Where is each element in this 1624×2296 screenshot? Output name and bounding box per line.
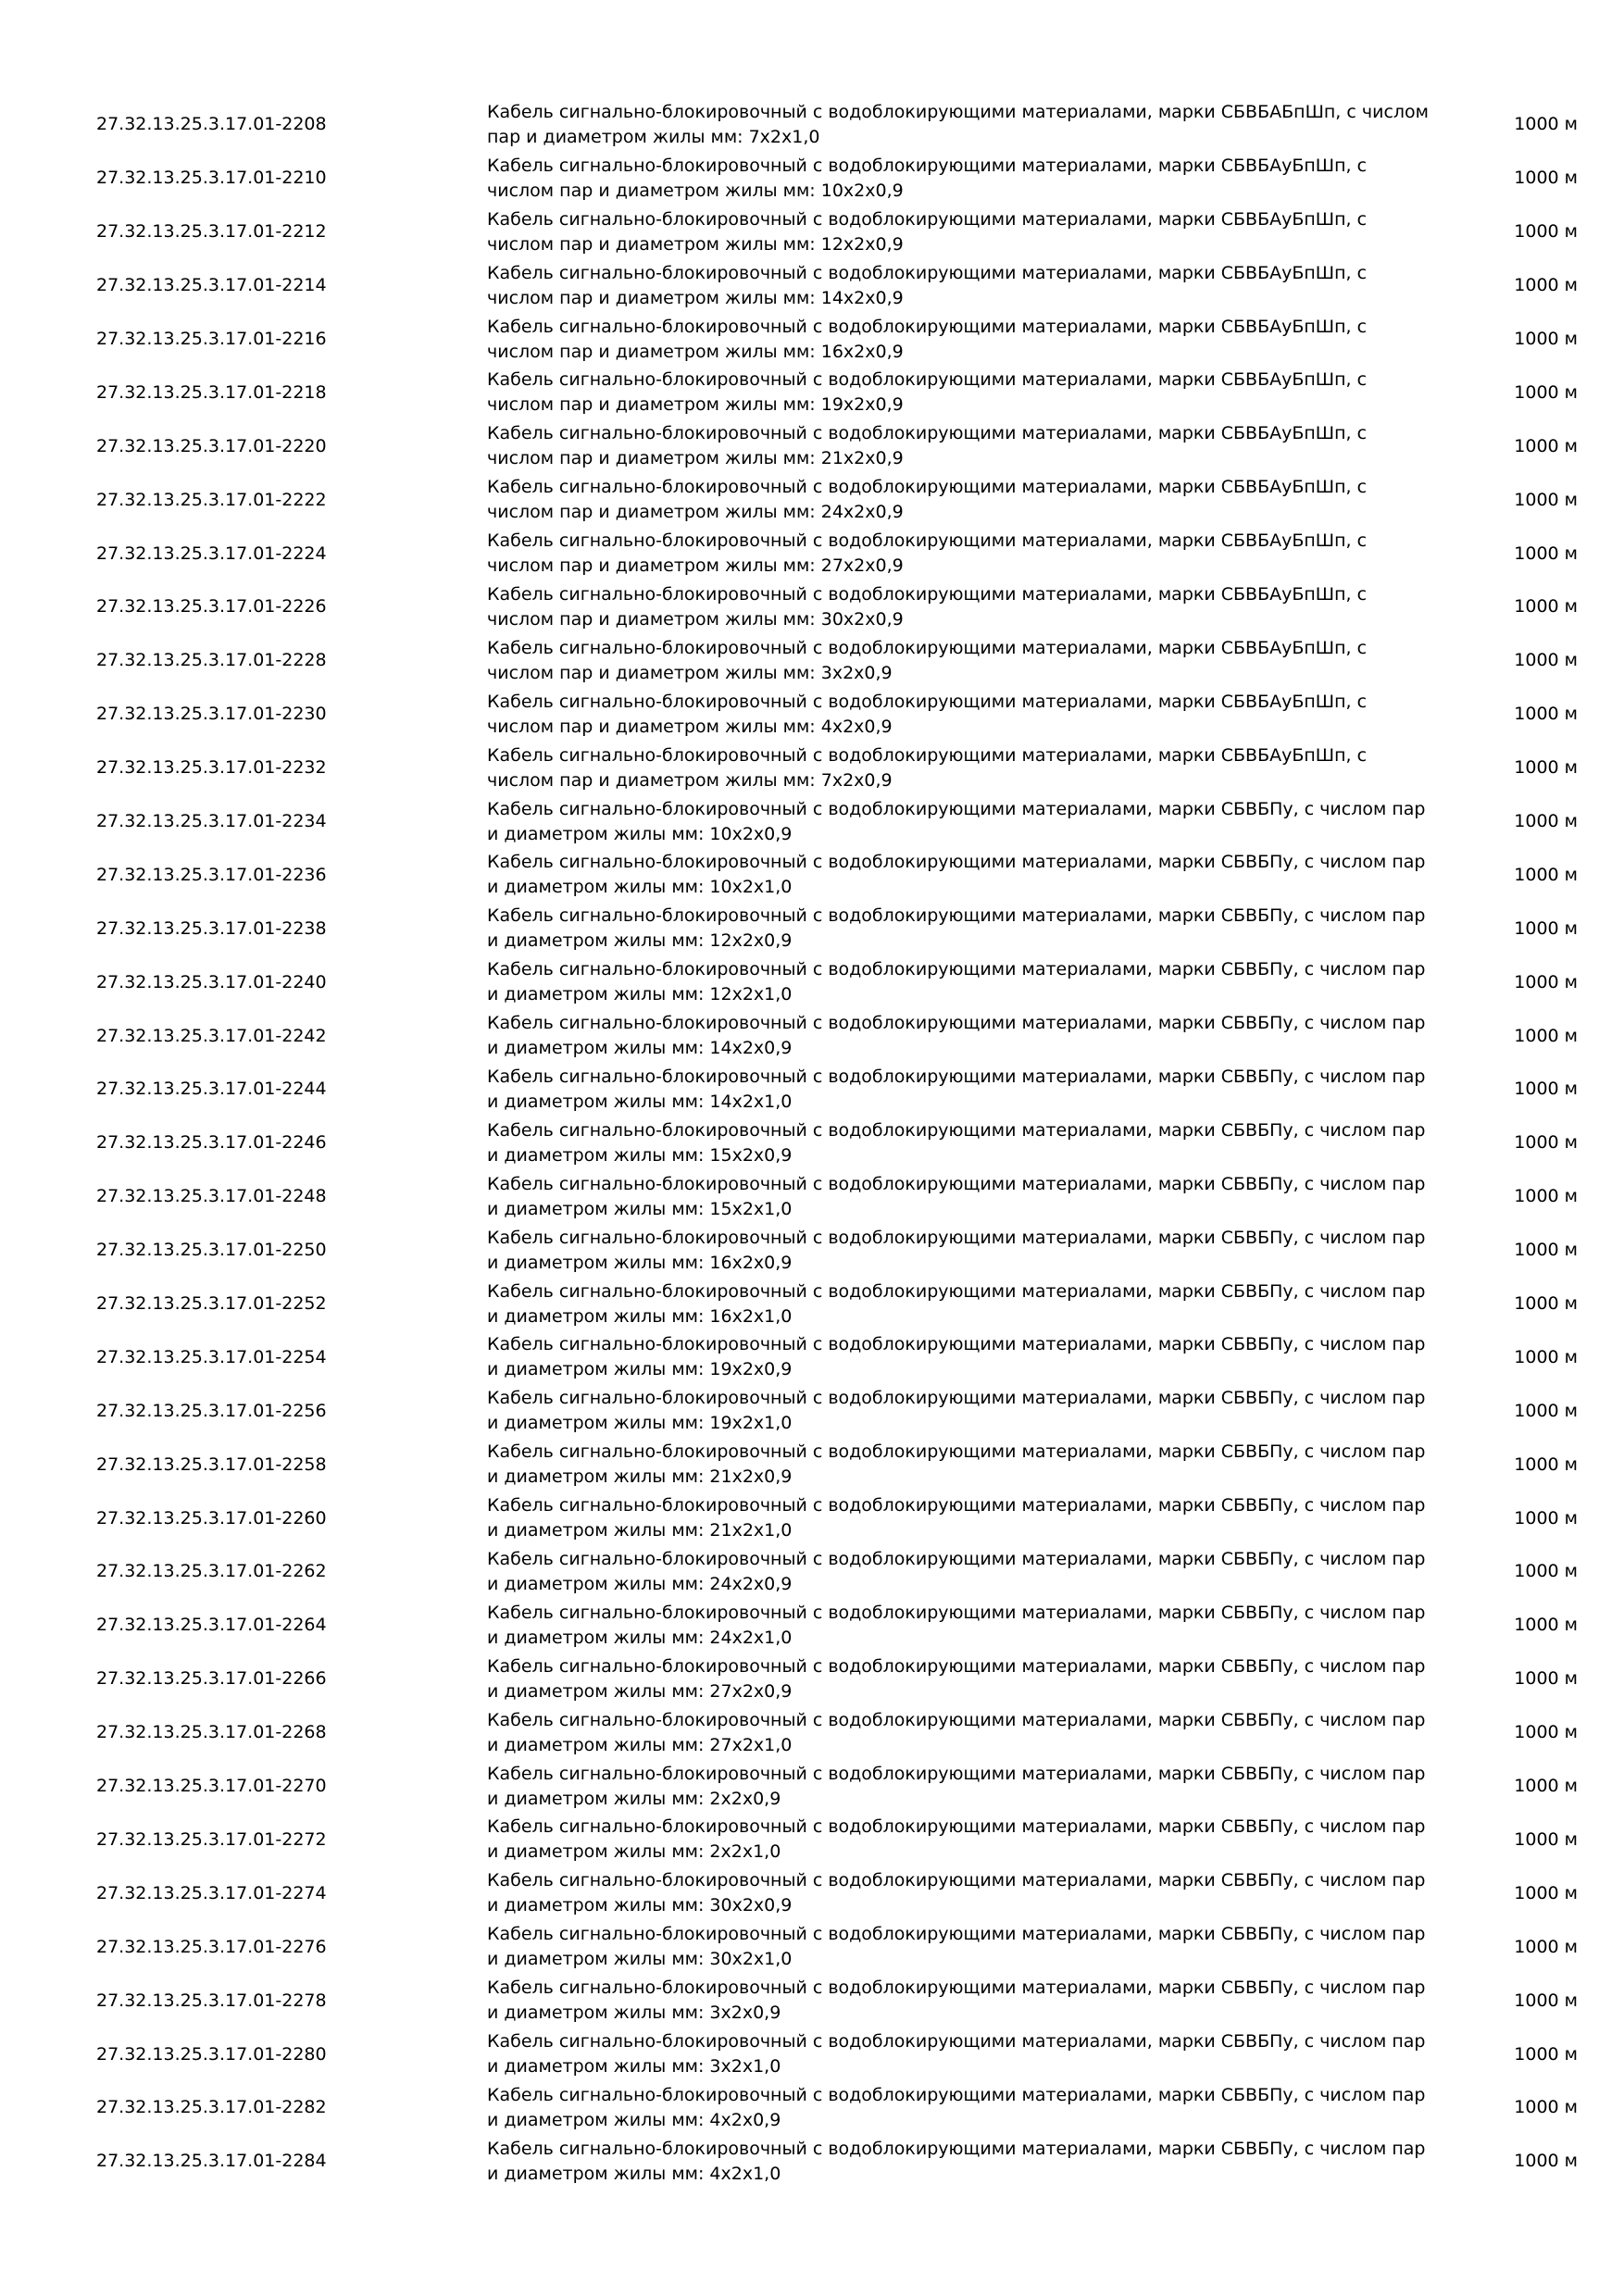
resource-code: 27.32.13.25.3.17.01-2228 [96, 650, 327, 671]
table-row [96, 473, 1578, 527]
description-line-2: и диаметром жилы мм: 21х2х1,0 [487, 1520, 793, 1541]
unit-of-measure: 1000 м [1514, 864, 1578, 885]
resource-code: 27.32.13.25.3.17.01-2212 [96, 221, 327, 243]
resource-description [487, 527, 1457, 580]
resource-description [487, 366, 1457, 419]
unit-of-measure: 1000 м [1514, 811, 1578, 832]
resource-code: 27.32.13.25.3.17.01-2218 [96, 381, 327, 403]
table-row [96, 2028, 1578, 2081]
unit-of-measure: 1000 м [1514, 1990, 1578, 2011]
unit-of-measure: 1000 м [1514, 1507, 1578, 1529]
table-row [96, 1653, 1578, 1706]
description-line-2: числом пар и диаметром жилы мм: 30х2х0,9 [487, 608, 904, 630]
table-row [96, 2135, 1578, 2189]
resource-code: 27.32.13.25.3.17.01-2278 [96, 1990, 327, 2011]
unit-of-measure: 1000 м [1514, 1025, 1578, 1046]
table-row [96, 259, 1578, 313]
resource-code: 27.32.13.25.3.17.01-2240 [96, 971, 327, 992]
description-line-2: числом пар и диаметром жилы мм: 7х2х0,9 [487, 769, 893, 791]
description-line-2: и диаметром жилы мм: 19х2х1,0 [487, 1413, 793, 1434]
resource-code: 27.32.13.25.3.17.01-2268 [96, 1722, 327, 1743]
description-line-2: и диаметром жилы мм: 24х2х1,0 [487, 1627, 793, 1648]
description-line-1: Кабель сигнально-блокировочный с водоблокирующими материалами, марки СБВБПу, с числом пар [487, 1602, 1426, 1623]
unit-of-measure: 1000 м [1514, 1400, 1578, 1421]
resource-description [487, 1330, 1457, 1384]
description-line-1: Кабель сигнально-блокировочный с водоблокирующими материалами, марки СБВБПу, с числом пар [487, 905, 1426, 927]
description-line-2: и диаметром жилы мм: 3х2х1,0 [487, 2056, 781, 2077]
description-line-1: Кабель сигнально-блокировочный с водоблокирующими материалами, марки СБВБПу, с числом пар [487, 1119, 1426, 1141]
resource-description [487, 1545, 1457, 1599]
description-line-1: Кабель сигнально-блокировочный с водоблокирующими материалами, марки СБВБПу, с числом пар [487, 959, 1426, 980]
resource-description [487, 259, 1457, 313]
resource-description [487, 1760, 1457, 1814]
description-line-2: числом пар и диаметром жилы мм: 4х2х0,9 [487, 716, 893, 737]
unit-of-measure: 1000 м [1514, 2097, 1578, 2118]
table-row [96, 848, 1578, 902]
resource-code: 27.32.13.25.3.17.01-2210 [96, 168, 327, 189]
description-line-2: числом пар и диаметром жилы мм: 21х2х0,9 [487, 448, 904, 469]
resource-description [487, 1974, 1457, 2028]
table-row [96, 2081, 1578, 2135]
resource-description [487, 1814, 1457, 1867]
table-row [96, 1974, 1578, 2028]
resource-code: 27.32.13.25.3.17.01-2248 [96, 1186, 327, 1207]
resource-description [487, 1438, 1457, 1491]
description-line-1: Кабель сигнально-блокировочный с водоблокирующими материалами, марки СБВБПу, с числом пар [487, 1655, 1426, 1677]
description-line-2: и диаметром жилы мм: 12х2х1,0 [487, 984, 793, 1005]
unit-of-measure: 1000 м [1514, 917, 1578, 939]
resource-description [487, 98, 1457, 152]
description-line-2: и диаметром жилы мм: 27х2х1,0 [487, 1734, 793, 1755]
unit-of-measure: 1000 м [1514, 1561, 1578, 1582]
description-line-1: Кабель сигнально-блокировочный с водоблокирующими материалами, марки СБВБАуБпШп, с [487, 423, 1368, 444]
resource-description [487, 1170, 1457, 1224]
description-line-2: числом пар и диаметром жилы мм: 3х2х0,9 [487, 662, 893, 683]
description-line-1: Кабель сигнально-блокировочный с водоблокирующими материалами, марки СБВБПу, с числом пар [487, 2031, 1426, 2052]
resource-code: 27.32.13.25.3.17.01-2230 [96, 704, 327, 725]
description-line-1: Кабель сигнально-блокировочный с водоблокирующими материалами, марки СБВБАуБпШп, с [487, 583, 1368, 605]
description-line-1: Кабель сигнально-блокировочный с водоблокирующими материалами, марки СБВБПу, с числом пар [487, 1816, 1426, 1838]
table-row [96, 1760, 1578, 1814]
description-line-1: Кабель сигнально-блокировочный с водоблокирующими материалами, марки СБВБАуБпШп, с [487, 369, 1368, 391]
description-line-1: Кабель сигнально-блокировочный с водоблокирующими материалами, марки СБВБПу, с числом пар [487, 798, 1426, 819]
description-line-2: и диаметром жилы мм: 4х2х0,9 [487, 2109, 781, 2130]
unit-of-measure: 1000 м [1514, 114, 1578, 135]
description-line-1: Кабель сигнально-блокировочный с водоблокирующими материалами, марки СБВБПу, с числом пар [487, 1334, 1426, 1355]
table-row [96, 1920, 1578, 1974]
table-row [96, 1599, 1578, 1653]
resource-description [487, 1706, 1457, 1760]
description-line-2: и диаметром жилы мм: 16х2х1,0 [487, 1305, 793, 1327]
unit-of-measure: 1000 м [1514, 704, 1578, 725]
description-line-1: Кабель сигнально-блокировочный с водоблокирующими материалами, марки СБВБАуБпШп, с [487, 530, 1368, 552]
description-line-2: пар и диаметром жилы мм: 7х2х1,0 [487, 126, 820, 147]
table-row [96, 742, 1578, 795]
description-line-1: Кабель сигнально-блокировочный с водоблокирующими материалами, марки СБВБПу, с числом пар [487, 1388, 1426, 1409]
resource-code: 27.32.13.25.3.17.01-2262 [96, 1561, 327, 1582]
unit-of-measure: 1000 м [1514, 381, 1578, 403]
description-line-1: Кабель сигнально-блокировочный с водоблокирующими материалами, марки СБВБАБпШп, с числом [487, 101, 1429, 122]
description-line-1: Кабель сигнально-блокировочный с водоблокирующими материалами, марки СБВБПу, с числом пар [487, 1441, 1426, 1463]
description-line-2: и диаметром жилы мм: 14х2х0,9 [487, 1038, 793, 1059]
unit-of-measure: 1000 м [1514, 275, 1578, 296]
table-row [96, 1545, 1578, 1599]
description-line-2: и диаметром жилы мм: 30х2х0,9 [487, 1895, 793, 1916]
table-row [96, 1706, 1578, 1760]
description-line-1: Кабель сигнально-блокировочный с водоблокирующими материалами, марки СБВБПу, с числом пар [487, 1227, 1426, 1248]
resource-description [487, 955, 1457, 1009]
description-line-2: и диаметром жилы мм: 21х2х0,9 [487, 1466, 793, 1488]
resource-description [487, 795, 1457, 849]
table-row [96, 1063, 1578, 1117]
resource-description [487, 473, 1457, 527]
table-row [96, 1866, 1578, 1920]
description-line-1: Кабель сигнально-блокировочный с водоблокирующими материалами, марки СБВБПу, с числом пар [487, 1978, 1426, 1999]
description-line-1: Кабель сигнально-блокировочный с водоблокирующими материалами, марки СБВБПу, с числом пар [487, 1173, 1426, 1194]
resource-code: 27.32.13.25.3.17.01-2250 [96, 1240, 327, 1261]
table-row [96, 1117, 1578, 1170]
unit-of-measure: 1000 м [1514, 650, 1578, 671]
description-line-2: и диаметром жилы мм: 19х2х0,9 [487, 1359, 793, 1380]
resource-code: 27.32.13.25.3.17.01-2276 [96, 1936, 327, 1957]
resource-code: 27.32.13.25.3.17.01-2220 [96, 435, 327, 456]
unit-of-measure: 1000 м [1514, 1615, 1578, 1636]
unit-of-measure: 1000 м [1514, 1240, 1578, 1261]
description-line-1: Кабель сигнально-блокировочный с водоблокирующими материалами, марки СБВБПу, с числом пар [487, 1013, 1426, 1034]
description-line-2: числом пар и диаметром жилы мм: 14х2х0,9 [487, 287, 904, 308]
resource-description [487, 2135, 1457, 2189]
unit-of-measure: 1000 м [1514, 1936, 1578, 1957]
table-row [96, 1814, 1578, 1867]
resource-code: 27.32.13.25.3.17.01-2234 [96, 811, 327, 832]
resource-code: 27.32.13.25.3.17.01-2216 [96, 329, 327, 349]
description-line-2: числом пар и диаметром жилы мм: 19х2х0,9 [487, 394, 904, 416]
description-line-1: Кабель сигнально-блокировочный с водоблокирующими материалами, марки СБВБАуБпШп, с [487, 155, 1368, 176]
table-row [96, 1224, 1578, 1278]
resource-description [487, 902, 1457, 955]
description-line-1: Кабель сигнально-блокировочный с водоблокирующими материалами, марки СБВБПу, с числом пар [487, 1495, 1426, 1516]
table-row [96, 1009, 1578, 1063]
resource-table [96, 98, 1578, 2189]
table-row [96, 1491, 1578, 1545]
resource-description [487, 848, 1457, 902]
unit-of-measure: 1000 м [1514, 1079, 1578, 1100]
description-line-1: Кабель сигнально-блокировочный с водоблокирующими материалами, марки СБВБАуБпШп, с [487, 208, 1368, 230]
table-row [96, 795, 1578, 849]
resource-code: 27.32.13.25.3.17.01-2264 [96, 1615, 327, 1636]
description-line-2: числом пар и диаметром жилы мм: 12х2х0,9 [487, 233, 904, 255]
resource-description [487, 1866, 1457, 1920]
table-row [96, 955, 1578, 1009]
description-line-2: и диаметром жилы мм: 16х2х0,9 [487, 1252, 793, 1273]
unit-of-measure: 1000 м [1514, 221, 1578, 243]
resource-code: 27.32.13.25.3.17.01-2238 [96, 917, 327, 939]
resource-description [487, 688, 1457, 742]
resource-code: 27.32.13.25.3.17.01-2282 [96, 2097, 327, 2118]
resource-code: 27.32.13.25.3.17.01-2236 [96, 864, 327, 885]
resource-code: 27.32.13.25.3.17.01-2224 [96, 543, 327, 564]
resource-description [487, 206, 1457, 259]
resource-code: 27.32.13.25.3.17.01-2208 [96, 114, 327, 135]
table-row [96, 1170, 1578, 1224]
resource-description [487, 152, 1457, 206]
unit-of-measure: 1000 м [1514, 1776, 1578, 1797]
resource-code: 27.32.13.25.3.17.01-2258 [96, 1454, 327, 1475]
description-line-2: числом пар и диаметром жилы мм: 16х2х0,9 [487, 341, 904, 362]
description-line-1: Кабель сигнально-блокировочный с водоблокирующими материалами, марки СБВБПу, с числом пар [487, 2138, 1426, 2159]
description-line-1: Кабель сигнально-блокировочный с водоблокирующими материалами, марки СБВБАуБпШп, с [487, 316, 1368, 337]
description-line-1: Кабель сигнально-блокировочный с водоблокирующими материалами, марки СБВБПу, с числом пар [487, 1066, 1426, 1087]
resource-code: 27.32.13.25.3.17.01-2260 [96, 1507, 327, 1529]
description-line-2: и диаметром жилы мм: 12х2х0,9 [487, 930, 793, 952]
description-line-2: числом пар и диаметром жилы мм: 27х2х0,9 [487, 555, 904, 577]
description-line-1: Кабель сигнально-блокировочный с водоблокирующими материалами, марки СБВБПу, с числом пар [487, 1763, 1426, 1784]
resource-code: 27.32.13.25.3.17.01-2256 [96, 1400, 327, 1421]
resource-description [487, 1224, 1457, 1278]
resource-code: 27.32.13.25.3.17.01-2232 [96, 757, 327, 779]
unit-of-measure: 1000 м [1514, 1186, 1578, 1207]
resource-code: 27.32.13.25.3.17.01-2266 [96, 1668, 327, 1690]
unit-of-measure: 1000 м [1514, 168, 1578, 189]
unit-of-measure: 1000 м [1514, 1454, 1578, 1475]
unit-of-measure: 1000 м [1514, 2151, 1578, 2172]
resource-description [487, 1920, 1457, 1974]
resource-code: 27.32.13.25.3.17.01-2254 [96, 1346, 327, 1367]
description-line-1: Кабель сигнально-блокировочный с водоблокирующими материалами, марки СБВБАуБпШп, с [487, 262, 1368, 283]
resource-code: 27.32.13.25.3.17.01-2252 [96, 1293, 327, 1315]
description-line-2: и диаметром жилы мм: 15х2х1,0 [487, 1198, 793, 1219]
unit-of-measure: 1000 м [1514, 1668, 1578, 1690]
unit-of-measure: 1000 м [1514, 435, 1578, 456]
description-line-1: Кабель сигнально-блокировочный с водоблокирующими материалами, марки СБВБАуБпШп, с [487, 637, 1368, 658]
table-row [96, 634, 1578, 688]
table-row [96, 527, 1578, 580]
resource-description [487, 580, 1457, 634]
description-line-2: и диаметром жилы мм: 10х2х1,0 [487, 877, 793, 898]
table-row [96, 313, 1578, 367]
unit-of-measure: 1000 м [1514, 2043, 1578, 2065]
unit-of-measure: 1000 м [1514, 596, 1578, 618]
description-line-2: и диаметром жилы мм: 10х2х0,9 [487, 823, 793, 844]
resource-code: 27.32.13.25.3.17.01-2242 [96, 1025, 327, 1046]
resource-description [487, 1063, 1457, 1117]
resource-code: 27.32.13.25.3.17.01-2274 [96, 1882, 327, 1903]
resource-description [487, 1491, 1457, 1545]
table-row [96, 1438, 1578, 1491]
description-line-1: Кабель сигнально-блокировочный с водоблокирующими материалами, марки СБВБАуБпШп, с [487, 477, 1368, 498]
table-row [96, 419, 1578, 473]
resource-description [487, 742, 1457, 795]
table-row [96, 366, 1578, 419]
resource-description [487, 1009, 1457, 1063]
resource-description [487, 419, 1457, 473]
resource-code: 27.32.13.25.3.17.01-2270 [96, 1776, 327, 1797]
unit-of-measure: 1000 м [1514, 1346, 1578, 1367]
resource-code: 27.32.13.25.3.17.01-2272 [96, 1828, 327, 1850]
resource-description [487, 1599, 1457, 1653]
resource-description [487, 1384, 1457, 1438]
table-row [96, 1278, 1578, 1331]
description-line-1: Кабель сигнально-блокировочный с водоблокирующими материалами, марки СБВБПу, с числом пар [487, 852, 1426, 873]
resource-description [487, 1653, 1457, 1706]
resource-code: 27.32.13.25.3.17.01-2222 [96, 489, 327, 510]
description-line-1: Кабель сигнально-блокировочный с водоблокирующими материалами, марки СБВБПу, с числом пар [487, 1280, 1426, 1302]
description-line-1: Кабель сигнально-блокировочный с водоблокирующими материалами, марки СБВБПу, с числом пар [487, 1709, 1426, 1730]
unit-of-measure: 1000 м [1514, 1132, 1578, 1154]
description-line-2: числом пар и диаметром жилы мм: 10х2х0,9 [487, 180, 904, 201]
description-line-2: и диаметром жилы мм: 15х2х0,9 [487, 1144, 793, 1166]
resource-code: 27.32.13.25.3.17.01-2280 [96, 2043, 327, 2065]
table-row [96, 152, 1578, 206]
table-row [96, 902, 1578, 955]
description-line-1: Кабель сигнально-блокировочный с водоблокирующими материалами, марки СБВБПу, с числом пар [487, 1548, 1426, 1569]
table-row [96, 1384, 1578, 1438]
resource-code: 27.32.13.25.3.17.01-2214 [96, 275, 327, 296]
unit-of-measure: 1000 м [1514, 1293, 1578, 1315]
description-line-2: и диаметром жилы мм: 2х2х0,9 [487, 1788, 781, 1809]
description-line-1: Кабель сигнально-блокировочный с водоблокирующими материалами, марки СБВБПу, с числом пар [487, 2084, 1426, 2105]
unit-of-measure: 1000 м [1514, 1828, 1578, 1850]
description-line-2: и диаметром жилы мм: 4х2х1,0 [487, 2163, 781, 2184]
resource-description [487, 313, 1457, 367]
table-row [96, 1330, 1578, 1384]
description-line-1: Кабель сигнально-блокировочный с водоблокирующими материалами, марки СБВБПу, с числом пар [487, 1924, 1426, 1945]
description-line-2: и диаметром жилы мм: 30х2х1,0 [487, 1949, 793, 1970]
resource-table-body [96, 98, 1578, 2189]
resource-description [487, 1117, 1457, 1170]
unit-of-measure: 1000 м [1514, 757, 1578, 779]
table-row [96, 688, 1578, 742]
unit-of-measure: 1000 м [1514, 543, 1578, 564]
resource-code: 27.32.13.25.3.17.01-2246 [96, 1132, 327, 1154]
unit-of-measure: 1000 м [1514, 489, 1578, 510]
description-line-2: числом пар и диаметром жилы мм: 24х2х0,9 [487, 502, 904, 523]
unit-of-measure: 1000 м [1514, 329, 1578, 349]
description-line-2: и диаметром жилы мм: 2х2х1,0 [487, 1841, 781, 1863]
unit-of-measure: 1000 м [1514, 971, 1578, 992]
resource-description [487, 2028, 1457, 2081]
resource-description [487, 2081, 1457, 2135]
resource-code: 27.32.13.25.3.17.01-2244 [96, 1079, 327, 1100]
resource-code: 27.32.13.25.3.17.01-2284 [96, 2151, 327, 2172]
unit-of-measure: 1000 м [1514, 1722, 1578, 1743]
table-row [96, 206, 1578, 259]
description-line-1: Кабель сигнально-блокировочный с водоблокирующими материалами, марки СБВБПу, с числом пар [487, 1870, 1426, 1891]
description-line-1: Кабель сигнально-блокировочный с водоблокирующими материалами, марки СБВБАуБпШп, с [487, 744, 1368, 766]
description-line-2: и диаметром жилы мм: 27х2х0,9 [487, 1680, 793, 1702]
resource-description [487, 634, 1457, 688]
unit-of-measure: 1000 м [1514, 1882, 1578, 1903]
description-line-2: и диаметром жилы мм: 24х2х0,9 [487, 1573, 793, 1594]
description-line-2: и диаметром жилы мм: 3х2х0,9 [487, 2003, 781, 2024]
description-line-2: и диаметром жилы мм: 14х2х1,0 [487, 1091, 793, 1112]
resource-description [487, 1278, 1457, 1331]
resource-code: 27.32.13.25.3.17.01-2226 [96, 596, 327, 618]
description-line-1: Кабель сигнально-блокировочный с водоблокирующими материалами, марки СБВБАуБпШп, с [487, 691, 1368, 712]
table-row [96, 98, 1578, 152]
table-row [96, 580, 1578, 634]
